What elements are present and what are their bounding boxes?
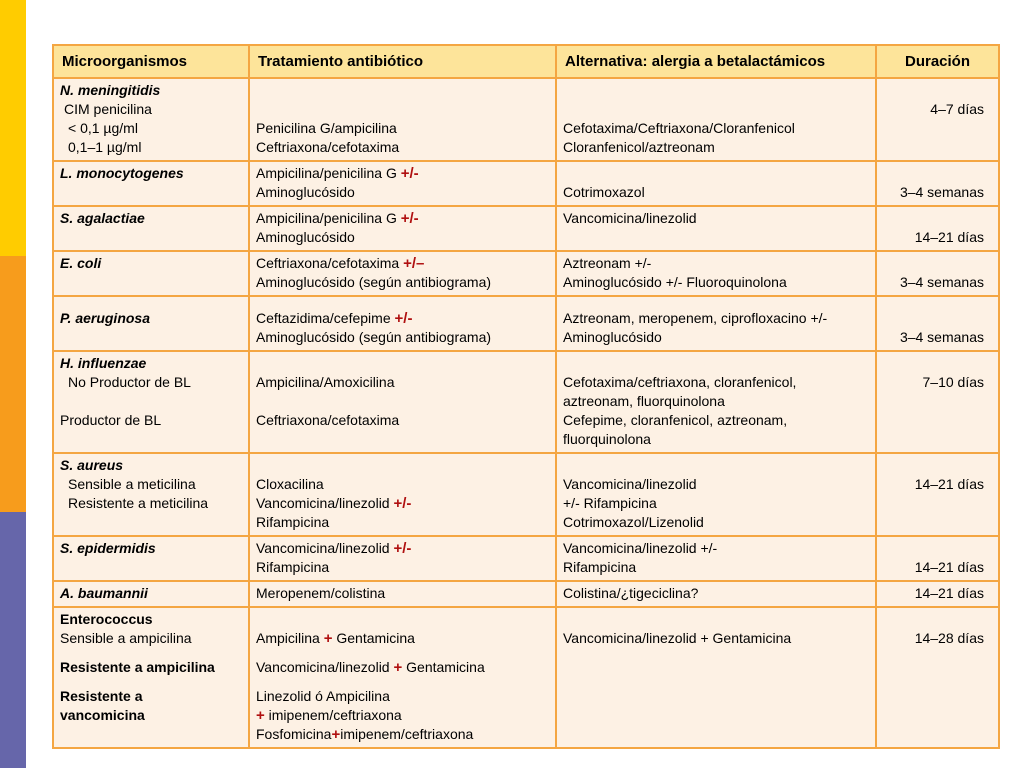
alternative-line: Aminoglucósido +/- Fluoroquinolona <box>563 274 787 290</box>
alternative-line: Cotrimoxazol <box>563 184 645 200</box>
organism-subline: < 0,1 µg/ml <box>68 120 138 136</box>
treatment-cell <box>249 296 556 351</box>
duration-value: 3–4 semanas <box>899 329 984 345</box>
duration-cell <box>876 78 999 161</box>
organism-name: L. monocytogenes <box>60 165 184 181</box>
header-microorganismos: Microorganismos <box>53 45 249 78</box>
treatment-cell <box>249 251 556 296</box>
alternative-line: Colistina/¿tigeciclina? <box>563 585 699 601</box>
organism-subline: Productor de BL <box>60 412 162 428</box>
organism-subline: 0,1–1 µg/ml <box>68 139 142 155</box>
alternative-line: Cotrimoxazol/Lizenolid <box>563 514 704 530</box>
treatment-line: Ceftriaxona/cefotaxima <box>256 139 400 155</box>
alternative-line: Aminoglucósido <box>563 329 662 345</box>
organism-subline: Resistente a <box>60 688 143 704</box>
treatment-cell <box>249 351 556 453</box>
alternative-line: aztreonam, fluorquinolona <box>563 393 725 409</box>
duration-cell <box>876 581 999 607</box>
organism-name: A. baumannii <box>60 585 148 601</box>
accent-stripe-orange <box>0 256 26 512</box>
alternative-cell <box>556 78 876 161</box>
treatment-line: Vancomicina/linezolid <box>256 659 390 675</box>
treatment-line: Gentamicina <box>406 659 485 675</box>
treatment-line: Cloxacilina <box>256 476 324 492</box>
plus-minus-operator: +/– <box>403 255 425 272</box>
organism-subline: Resistente a meticilina <box>68 495 209 511</box>
accent-stripe-purple <box>0 512 26 768</box>
duration-value: 14–21 días <box>914 476 984 492</box>
plus-operator: + <box>323 630 333 647</box>
treatment-line: Rifampicina <box>256 559 330 575</box>
plus-operator: + <box>393 659 403 676</box>
organism-cell <box>53 581 249 607</box>
organism-cell <box>53 251 249 296</box>
alternative-cell <box>556 296 876 351</box>
alternative-line: Rifampicina <box>563 559 637 575</box>
treatment-line: Penicilina G/ampicilina <box>256 120 397 136</box>
treatment-line: Ceftriaxona/cefotaxima <box>256 412 400 428</box>
treatment-cell <box>249 536 556 581</box>
treatment-line: Ampicilina/penicilina G <box>256 210 397 226</box>
alternative-line: Cefepime, cloranfenicol, aztreonam, <box>563 412 788 428</box>
duration-value: 14–21 días <box>914 585 984 601</box>
header-alternativa: Alternativa: alergia a betalactámicos <box>556 45 876 78</box>
duration-cell <box>876 251 999 296</box>
treatment-line: imipenem/ceftriaxona <box>340 726 474 742</box>
organism-name: S. aureus <box>60 457 124 473</box>
treatment-line: Vancomicina/linezolid <box>256 495 390 511</box>
alternative-line: Vancomicina/linezolid +/- <box>563 540 718 556</box>
alternative-cell <box>556 251 876 296</box>
alternative-line: Vancomicina/linezolid <box>563 210 697 226</box>
organism-cell <box>53 536 249 581</box>
treatment-cell <box>249 161 556 206</box>
plus-minus-operator: +/- <box>400 210 419 227</box>
organism-name: N. meningitidis <box>60 82 161 98</box>
treatment-line: Meropenem/colistina <box>256 585 386 601</box>
alternative-line: Vancomicina/linezolid <box>563 476 697 492</box>
duration-cell <box>876 536 999 581</box>
organism-name: Enterococcus <box>60 611 153 627</box>
antibiotic-treatment-table <box>52 44 1000 749</box>
organism-cell <box>53 206 249 251</box>
alternative-cell <box>556 351 876 453</box>
alternative-cell <box>556 206 876 251</box>
duration-value: 14–21 días <box>914 559 984 575</box>
treatment-cell <box>249 607 556 748</box>
plus-operator: + <box>331 726 341 743</box>
alternative-line: +/- Rifampicina <box>563 495 657 511</box>
organism-cell <box>53 296 249 351</box>
treatment-cell <box>249 78 556 161</box>
table-row <box>53 296 999 351</box>
organism-cell <box>53 78 249 161</box>
alternative-cell <box>556 581 876 607</box>
treatment-line: Gentamicina <box>336 630 415 646</box>
duration-cell <box>876 296 999 351</box>
alternative-line: fluorquinolona <box>563 431 651 447</box>
table-row <box>53 536 999 581</box>
header-duracion: Duración <box>876 45 999 78</box>
plus-minus-operator: +/- <box>393 495 412 512</box>
table-row <box>53 607 999 748</box>
duration-cell <box>876 453 999 536</box>
duration-cell <box>876 607 999 748</box>
table-row <box>53 78 999 161</box>
organism-subline: Sensible a meticilina <box>68 476 196 492</box>
plus-minus-operator: +/- <box>394 310 413 327</box>
organism-cell <box>53 607 249 748</box>
organism-cell <box>53 351 249 453</box>
plus-operator: + <box>256 707 265 724</box>
treatment-line: imipenem/ceftriaxona <box>268 707 402 723</box>
treatment-line: Vancomicina/linezolid <box>256 540 390 556</box>
plus-minus-operator: +/- <box>393 540 412 557</box>
duration-cell <box>876 351 999 453</box>
organism-cell <box>53 453 249 536</box>
treatment-cell <box>249 206 556 251</box>
treatment-line: Aminoglucósido <box>256 229 355 245</box>
alternative-line: Aztreonam, meropenem, ciprofloxacino +/- <box>563 310 828 326</box>
organism-name: E. coli <box>60 255 102 271</box>
accent-stripe-yellow <box>0 0 26 256</box>
duration-value: 14–21 días <box>914 229 984 245</box>
duration-value: 4–7 días <box>930 101 984 117</box>
organism-subline: Sensible a ampicilina <box>60 630 192 646</box>
table-row <box>53 581 999 607</box>
alternative-line: Aztreonam +/- <box>563 255 652 271</box>
duration-value: 3–4 semanas <box>899 274 984 290</box>
plus-minus-operator: +/- <box>400 165 419 182</box>
treatment-line: Ceftriaxona/cefotaxima <box>256 255 400 271</box>
table-row <box>53 206 999 251</box>
treatment-line: Rifampicina <box>256 514 330 530</box>
alternative-line: Cloranfenicol/aztreonam <box>563 139 715 155</box>
alternative-cell <box>556 453 876 536</box>
treatment-line: Ampicilina <box>256 630 320 646</box>
treatment-line: Aminoglucósido (según antibiograma) <box>256 274 492 290</box>
duration-cell <box>876 206 999 251</box>
alternative-cell <box>556 607 876 748</box>
organism-subline: Resistente a ampicilina <box>60 659 215 675</box>
treatment-cell <box>249 453 556 536</box>
table-row <box>53 351 999 453</box>
table-row <box>53 251 999 296</box>
treatment-line: Ampicilina/penicilina G <box>256 165 397 181</box>
organism-cell <box>53 161 249 206</box>
treatment-line: Aminoglucósido (según antibiograma) <box>256 329 492 345</box>
table-row <box>53 161 999 206</box>
treatment-line: Ceftazidima/cefepime <box>256 310 391 326</box>
treatment-line: Linezolid ó Ampicilina <box>256 688 390 704</box>
organism-name: S. epidermidis <box>60 540 156 556</box>
organism-name: P. aeruginosa <box>60 310 151 326</box>
organism-name: H. influenzae <box>60 355 147 371</box>
alternative-line: Cefotaxima/ceftriaxona, cloranfenicol, <box>563 374 797 390</box>
alternative-line: Cefotaxima/Ceftriaxona/Cloranfenicol <box>563 120 795 136</box>
treatment-line: Aminoglucósido <box>256 184 355 200</box>
table-header-row <box>53 45 999 78</box>
alternative-cell <box>556 536 876 581</box>
duration-value: 7–10 días <box>922 374 984 390</box>
treatment-line: Ampicilina/Amoxicilina <box>256 374 395 390</box>
treatment-cell <box>249 581 556 607</box>
organism-subline: CIM penicilina <box>64 101 152 117</box>
treatment-line: Fosfomicina <box>256 726 332 742</box>
duration-value: 3–4 semanas <box>899 184 984 200</box>
organism-subline: vancomicina <box>60 707 145 723</box>
organism-subline: No Productor de BL <box>68 374 191 390</box>
table-row <box>53 453 999 536</box>
duration-value: 14–28 días <box>914 630 984 646</box>
alternative-line: Vancomicina/linezolid + Gentamicina <box>563 630 792 646</box>
organism-name: S. agalactiae <box>60 210 145 226</box>
alternative-cell <box>556 161 876 206</box>
header-tratamiento: Tratamiento antibiótico <box>249 45 556 78</box>
duration-cell <box>876 161 999 206</box>
